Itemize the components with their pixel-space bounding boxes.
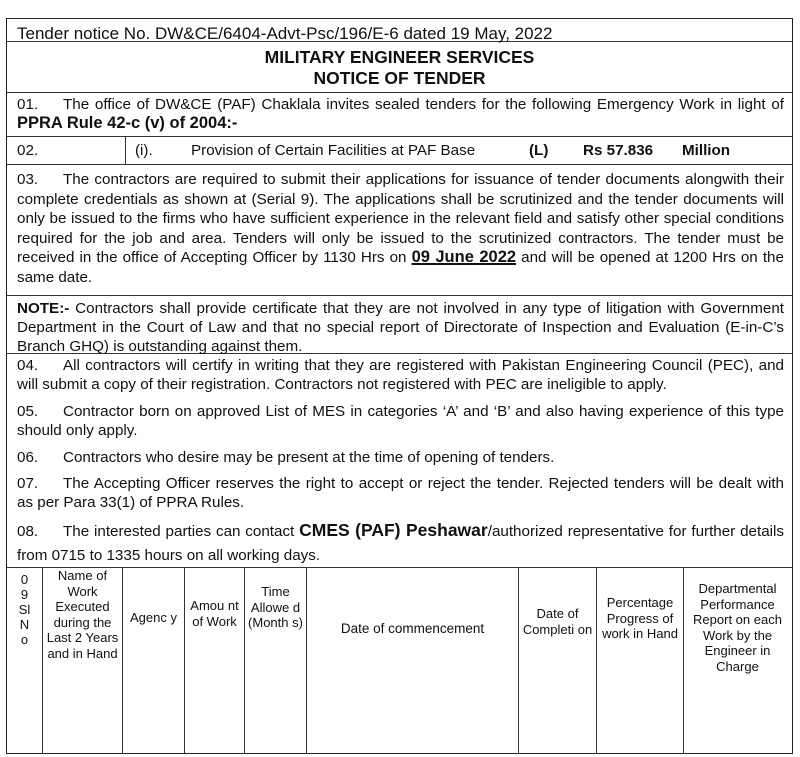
para-07-text: The Accepting Officer reserves the right to accept or reject the tender. Rejected tenders will be dealt with as per Para 33(1) of PPRA Rules. — [17, 475, 784, 511]
para-04-text: All contractors will certify in writing that they are registered with Pakistan Engineering Council (PEC), and will submit a copy of their registration. Contractors not registered with PEC are ineligible to apply. — [17, 357, 784, 393]
para-05-text: Contractor born on approved List of MES in categories ‘A’ and ‘B’ and also having experience of this type should only apply. — [17, 403, 784, 439]
tender-notice-document — [6, 18, 793, 754]
para-04-number: 04. — [17, 357, 39, 374]
ppra-rule: PPRA Rule 42-c (v) of 2004:- — [17, 114, 238, 132]
tender-notice-number: Tender notice No. DW&CE/6404-Advt-Psc/196/E-6 dated 19 May, 2022 — [17, 24, 553, 43]
para-05 — [7, 394, 792, 440]
title-block — [7, 42, 792, 93]
para-08-text-end: /authorized representative for further details from 0715 to 1335 hours on all working days. — [17, 523, 784, 564]
para-06-text: Contractors who desire may be present at the time of opening of tenders. — [63, 449, 555, 466]
contact-office: CMES (PAF) Peshawar — [299, 520, 488, 540]
header-date-of-commencement: Date of commencement — [307, 568, 519, 754]
title-line-1: MILITARY ENGINEER SERVICES — [264, 47, 535, 67]
header-date-of-completion: Date of Completi on — [519, 568, 597, 754]
para-02-sub: (i). — [135, 142, 153, 159]
header-name-of-work: Name of Work Executed during the Last 2 Years and in Hand — [43, 568, 123, 754]
para-02-divider — [125, 137, 126, 164]
note-label: NOTE:- — [17, 300, 70, 317]
note-block — [7, 296, 792, 354]
work-name: Provision of Certain Facilities at PAF Base — [191, 142, 476, 159]
serial-number-header: 0 9 Sl N o — [7, 568, 43, 754]
para-01-number: 01. — [17, 96, 39, 113]
para-08 — [7, 512, 792, 568]
para-08-number: 08. — [17, 523, 39, 540]
para-01-text: The office of DW&CE (PAF) Chaklala invites sealed tenders for the following Emergency Work in light of — [63, 96, 784, 113]
para-03 — [7, 165, 792, 296]
header-agency: Agenc y — [123, 568, 185, 754]
header-amount-of-work: Amou nt of Work — [185, 568, 245, 754]
work-location: (L) — [529, 142, 549, 159]
para-02-number: 02. — [17, 142, 39, 159]
para-05-number: 05. — [17, 403, 39, 420]
para-06 — [7, 440, 792, 467]
para-03-text: The contractors are required to submit their applications for issuance of tender documents alongwith their complete credentials as shown at (Serial 9). The applications shall be scrutinized and the tender documents will only be issued to the firms who have sufficient experience in the relevant field and satisfy other special conditions required for the job and area. Tenders will only be issued to the scrutinized contractors. The tender must be received in the office of Accepting Officer by 1130 Hrs on — [17, 171, 784, 267]
credentials-table-header — [7, 568, 792, 754]
para-01 — [7, 93, 792, 137]
tender-notice-header — [7, 19, 792, 42]
para-03-text-end: and will be opened at 1200 Hrs on the same date. — [17, 249, 784, 286]
para-02 — [7, 137, 792, 165]
para-06-number: 06. — [17, 449, 39, 466]
title-line-2: NOTICE OF TENDER — [313, 68, 486, 88]
para-08-text: The interested parties can contact — [63, 523, 295, 540]
submission-date: 09 June 2022 — [411, 248, 517, 267]
para-03-number: 03. — [17, 171, 39, 188]
work-amount-unit: Million — [682, 142, 731, 159]
header-performance-report: Departmental Performance Report on each Work by the Engineer in Charge — [693, 581, 782, 674]
header-percentage-progress: Percentage Progress of work in Hand — [597, 568, 684, 754]
para-07 — [7, 467, 792, 512]
work-amount: Rs 57.836 — [583, 142, 654, 159]
note-text: Contractors shall provide certificate that they are not involved in any type of litigation with Government Department in the Court of Law and that no special report of Directorate of Inspection and Evaluation (E-in-C’s Branch GHQ) is outstanding against them. — [17, 300, 784, 355]
para-04 — [7, 354, 792, 394]
header-time-allowed: Time Allowe d (Month s) — [245, 568, 307, 754]
para-07-number: 07. — [17, 475, 39, 492]
